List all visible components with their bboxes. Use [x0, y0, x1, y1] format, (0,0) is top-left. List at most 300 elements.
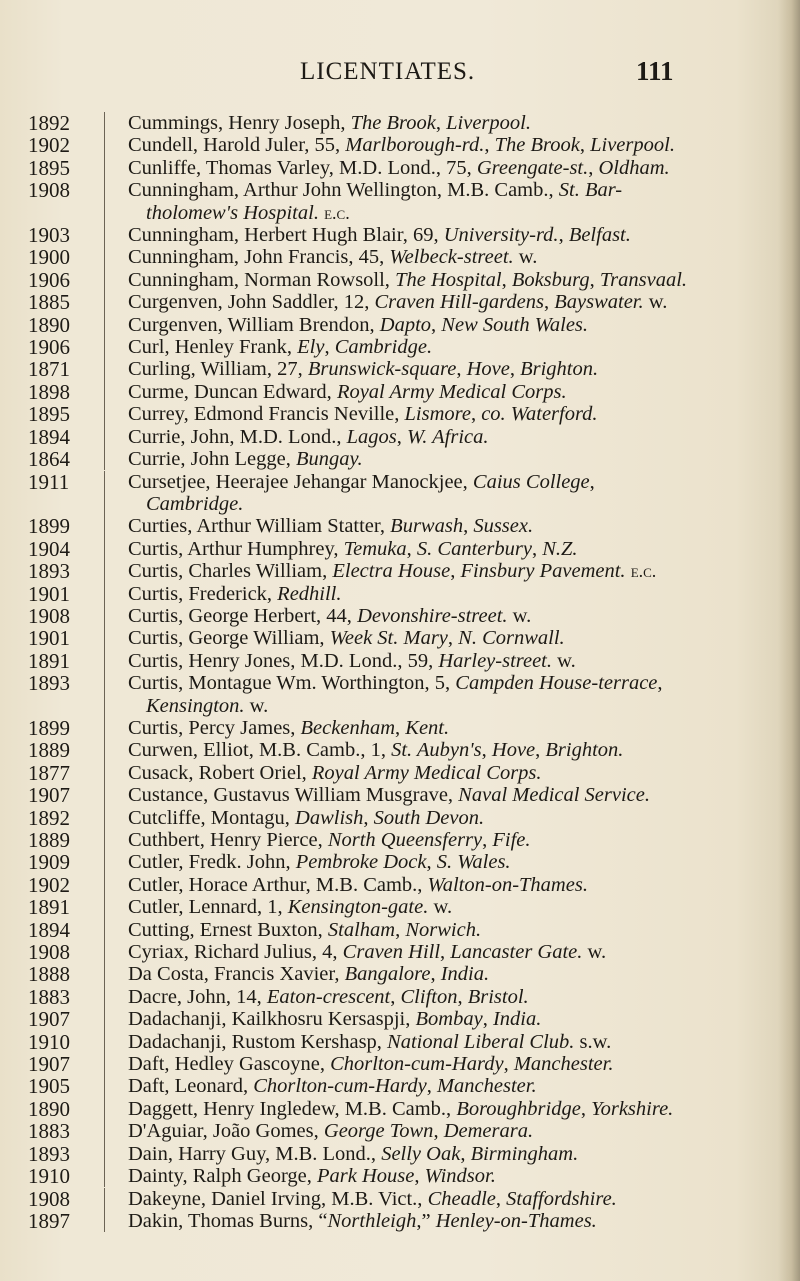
column-rule [104, 896, 105, 918]
entry-address: The Hospital [395, 268, 502, 291]
entry-text [128, 538, 768, 560]
entry-address: tholomew's Hospital. [146, 201, 319, 224]
entry-year: 1895 [28, 402, 70, 427]
list-item [0, 403, 800, 425]
list-item [0, 426, 800, 448]
entry-year: 1899 [28, 514, 70, 539]
entry-address: Week St. Mary [329, 627, 448, 650]
list-item [0, 560, 800, 582]
column-rule [104, 112, 105, 134]
list-item [0, 739, 800, 761]
entry-address: Royal Army Medical Corps. [311, 761, 542, 784]
column-rule [104, 157, 105, 179]
entry-address: Sussex. [473, 515, 534, 538]
column-rule [104, 358, 105, 380]
entry-name: s.w. [574, 1030, 612, 1053]
entry-name: w. [643, 291, 668, 314]
entry-address: Brighton. [520, 358, 599, 381]
entry-name: , [426, 1075, 437, 1098]
entry-name: Cunningham, Arthur John Wellington, M.B. Camb., [128, 179, 559, 202]
entry-year: 1890 [28, 312, 70, 337]
entry-name: , [396, 425, 408, 448]
list-item [0, 1053, 800, 1075]
entry-address: Liverpool. [590, 134, 675, 157]
entry-name: Cutler, Horace Arthur, M.B. Camb., [128, 873, 428, 896]
entry-year: 1903 [28, 223, 70, 248]
entry-name: , [430, 963, 441, 986]
column-rule [104, 381, 105, 403]
column-rule [104, 560, 105, 582]
entry-text [128, 672, 768, 717]
list-item [0, 627, 800, 649]
entry-year: 1893 [28, 1141, 70, 1166]
entry-year: 1906 [28, 335, 70, 360]
entry-text [128, 784, 768, 806]
entry-address: Clifton [400, 985, 458, 1008]
entry-year: 1871 [28, 357, 70, 382]
entry-name: , [456, 358, 467, 381]
entry-name: Curwen, Elliot, M.B. Camb., 1, [128, 739, 392, 762]
column-rule [104, 426, 105, 448]
entry-name: , [426, 851, 437, 874]
list-item [0, 941, 800, 963]
entry-name: Cunningham, Norman Rowsoll, [128, 268, 396, 291]
entry-year: 1883 [28, 1119, 70, 1144]
entry-name: Dadachanji, Kailkhosru Kersaspji, [128, 1008, 416, 1031]
page-header [0, 52, 800, 92]
column-rule [104, 650, 105, 672]
entry-address: Electra House [332, 560, 451, 583]
entry-address: Fife. [492, 829, 531, 851]
entry-text [128, 739, 768, 761]
entry-name: , [440, 941, 451, 964]
list-item [0, 1210, 800, 1232]
list-item [0, 896, 800, 918]
entry-name: Curtis, Percy James, [128, 716, 301, 739]
entry-address: N.Z. [542, 537, 578, 560]
list-item [0, 224, 800, 246]
list-item [0, 1143, 800, 1165]
entry-address: Hove [491, 739, 536, 762]
entry-name: , [535, 739, 546, 762]
entry-name: w. [428, 896, 453, 919]
entry-address: Boksburg [511, 268, 590, 291]
column-rule [104, 807, 105, 829]
entry-name: Curtis, Montague Wm. Worthington, 5, [128, 672, 456, 695]
entry-year: 1893 [28, 671, 70, 696]
entry-text [128, 1188, 768, 1210]
entry-address: Burwash [390, 515, 464, 538]
column-rule [104, 471, 105, 516]
entry-name: Dadachanji, Rustom Kershasp, [128, 1030, 388, 1053]
entry-text [128, 1053, 768, 1075]
list-item [0, 784, 800, 806]
entry-name: Dainty, Ralph George, [128, 1165, 318, 1188]
entry-name: , [363, 806, 374, 829]
column-rule [104, 762, 105, 784]
entry-text [128, 560, 768, 582]
entry-name: Currie, John Legge, [128, 448, 296, 471]
column-rule [104, 1008, 105, 1030]
entry-year: 1898 [28, 379, 70, 404]
entry-name: Currey, Edmond Francis Neville, [128, 403, 405, 426]
entry-address: Bangalore [344, 963, 431, 986]
postal-district: e.c. [630, 561, 657, 582]
entry-name: , [509, 358, 521, 381]
column-rule [104, 448, 105, 470]
entry-address: Oldham. [598, 156, 670, 179]
entry-address: Dawlish [295, 806, 364, 829]
entry-text [128, 269, 768, 291]
list-item [0, 471, 800, 516]
entry-name: Curling, William, 27, [128, 358, 308, 381]
list-item [0, 762, 800, 784]
entry-address: Birmingham. [470, 1142, 579, 1165]
entry-address: Temuka [343, 537, 407, 560]
column-rule [104, 627, 105, 649]
entry-address: Chorlton-cum-Hardy [253, 1075, 427, 1098]
entry-continuation [128, 695, 768, 717]
entry-year: 1899 [28, 715, 70, 740]
column-rule [104, 179, 105, 224]
entry-name: , [501, 268, 512, 291]
list-item [0, 336, 800, 358]
list-item [0, 807, 800, 829]
entry-text [128, 179, 768, 224]
column-rule [104, 672, 105, 717]
entry-name: , [470, 403, 482, 426]
entry-text [128, 224, 768, 246]
entry-name: Cutting, Ernest Buxton, [128, 918, 328, 941]
entry-text [128, 314, 768, 336]
entry-address: Brighton. [545, 739, 624, 762]
entry-name: Curtis, Henry Jones, M.D. Lond., 59, [128, 649, 439, 672]
entry-address: Bungay. [295, 448, 363, 471]
entry-address: W. Africa. [407, 425, 489, 448]
entry-name: , [431, 313, 442, 336]
entry-address: Demerara. [443, 1120, 534, 1143]
column-rule [104, 291, 105, 313]
entry-year: 1909 [28, 850, 70, 875]
entry-year: 1889 [28, 738, 70, 763]
entry-address: co. Waterford. [481, 403, 598, 426]
entry-name: , [481, 739, 492, 762]
list-item [0, 1008, 800, 1030]
list-item [0, 448, 800, 470]
list-item [0, 314, 800, 336]
entry-continuation [128, 493, 768, 515]
entry-text [128, 627, 768, 649]
entry-year: 1910 [28, 1164, 70, 1189]
entry-name: , [588, 156, 599, 179]
column-rule [104, 1031, 105, 1053]
entry-year: 1911 [28, 469, 70, 494]
entry-name: Curtis, Frederick, [128, 582, 278, 605]
entry-address: Transvaal. [599, 268, 688, 291]
entry-address: Dapto [379, 313, 432, 336]
list-item [0, 650, 800, 672]
entry-address: Bayswater. [554, 291, 644, 314]
column-rule [104, 1165, 105, 1187]
entry-name: , [406, 537, 417, 560]
entry-year: 1908 [28, 178, 70, 203]
entry-name: , [484, 134, 495, 157]
entry-year: 1905 [28, 1074, 70, 1099]
entry-address: Redhill. [277, 582, 342, 605]
column-rule [104, 851, 105, 873]
entry-address: Cambridge. [334, 336, 433, 359]
entry-name: Currie, John, M.D. Lond., [128, 425, 347, 448]
entry-year: 1908 [28, 603, 70, 628]
entry-text [128, 1098, 768, 1120]
list-item [0, 1165, 800, 1187]
entry-name: Daft, Hedley Gascoyne, [128, 1053, 331, 1076]
entry-text [128, 471, 768, 516]
entry-text [128, 1143, 768, 1165]
entry-text [128, 1210, 768, 1232]
entry-text [128, 291, 768, 313]
entry-address: Walton-on-Thames. [427, 873, 588, 896]
entry-name: Cursetjee, Heerajee Jehangar Manockjee, [128, 470, 473, 493]
entry-year: 1902 [28, 872, 70, 897]
entry-address: Kensington. [146, 694, 245, 717]
entry-name: , [482, 1008, 493, 1031]
list-item [0, 1120, 800, 1142]
entry-address: Lagos [346, 425, 397, 448]
entry-name: , [457, 985, 468, 1008]
entry-address: S. Wales. [436, 851, 511, 874]
entry-text [128, 896, 768, 918]
entry-address: Harley-street. [438, 649, 553, 672]
entry-year: 1893 [28, 559, 70, 584]
entry-address: New South Wales. [441, 313, 589, 336]
list-item [0, 538, 800, 560]
entry-address: Northleigh [327, 1209, 417, 1232]
entry-year: 1895 [28, 155, 70, 180]
entry-address: Craven Hill-gardens [374, 291, 544, 314]
entry-name: Curtis, George William, [128, 627, 330, 650]
column-rule [104, 1188, 105, 1210]
entry-address: Manchester. [513, 1053, 614, 1076]
entry-text [128, 1031, 768, 1053]
entry-text [128, 829, 768, 851]
entry-address: Lismore [404, 403, 471, 426]
column-rule [104, 963, 105, 985]
entry-address: Brunswick-square [307, 358, 457, 381]
list-item [0, 381, 800, 403]
entry-name: , [414, 1165, 425, 1188]
entry-address: George Town [323, 1120, 434, 1143]
entry-text [128, 1165, 768, 1187]
entry-name: Curme, Duncan Edward, [128, 380, 337, 403]
entry-address: St. Bar- [558, 179, 623, 202]
entry-text [128, 963, 768, 985]
entry-address: Kensington-gate. [287, 896, 429, 919]
entry-text [128, 426, 768, 448]
column-rule [104, 784, 105, 806]
entry-text [128, 717, 768, 739]
entry-name: Dakeyne, Daniel Irving, M.B. Vict., [128, 1187, 428, 1210]
entry-text [128, 807, 768, 829]
column-rule [104, 605, 105, 627]
entry-address: N. Cornwall. [458, 627, 565, 650]
entry-text [128, 403, 768, 425]
entry-name: , [495, 1187, 507, 1210]
entry-text [128, 986, 768, 1008]
entry-address: India. [492, 1008, 542, 1031]
entry-name: Cunningham, John Francis, 45, [128, 246, 390, 269]
entry-name: , [324, 336, 335, 359]
entry-address: Beckenham [300, 716, 396, 739]
entry-year: 1910 [28, 1029, 70, 1054]
column-rule [104, 583, 105, 605]
entry-address: North Queensferry [327, 829, 483, 851]
entry-name: Daggett, Henry Ingledew, M.B. Camb., [128, 1097, 457, 1120]
entry-address: Park House [317, 1165, 415, 1188]
entry-name: Curtis, George Herbert, 44, [128, 604, 358, 627]
list-item [0, 672, 800, 717]
entry-year: 1908 [28, 1186, 70, 1211]
page-number: 111 [636, 56, 674, 86]
entry-address: South Devon. [373, 806, 485, 829]
entry-address: S. Canterbury [416, 537, 532, 560]
column-rule [104, 246, 105, 268]
column-rule [104, 739, 105, 761]
entry-text [128, 1008, 768, 1030]
entry-address: National Liberal Club. [387, 1030, 575, 1053]
entry-name: , [657, 672, 663, 695]
entry-name: , [482, 829, 493, 851]
entry-address: Greengate-st. [476, 156, 589, 179]
list-item [0, 851, 800, 873]
list-item [0, 919, 800, 941]
entry-year: 1891 [28, 895, 70, 920]
entry-name: , [395, 716, 406, 739]
entry-continuation [128, 202, 768, 224]
entry-name: , [450, 560, 461, 583]
entry-year: 1901 [28, 626, 70, 651]
entry-name: Dakin, Thomas Burns, “ [128, 1209, 328, 1232]
entry-name: Cunningham, Herbert Hugh Blair, 69, [128, 224, 444, 247]
entry-name: Cutcliffe, Montagu, [128, 806, 296, 829]
entry-address: India. [440, 963, 490, 986]
postal-district: e.c. [324, 202, 350, 223]
entry-address: Chorlton-cum-Hardy [330, 1053, 504, 1076]
entry-name: Cutler, Fredk. John, [128, 851, 296, 874]
entry-address: Lancaster Gate. [450, 941, 583, 964]
entry-name: Cundell, Harold Juler, 55, [128, 134, 346, 157]
entry-text [128, 851, 768, 873]
column-rule [104, 986, 105, 1008]
entry-name: Cuthbert, Henry Pierce, [128, 829, 328, 851]
entry-year: 1900 [28, 245, 70, 270]
list-item [0, 717, 800, 739]
entry-name: , [589, 268, 600, 291]
entry-year: 1902 [28, 133, 70, 158]
column-rule [104, 336, 105, 358]
entry-address: Caius College [472, 470, 590, 493]
column-rule [104, 134, 105, 156]
entry-address: Royal Army Medical Corps. [336, 380, 567, 403]
list-item [0, 291, 800, 313]
entry-text [128, 762, 768, 784]
column-rule [104, 829, 105, 851]
column-rule [104, 1053, 105, 1075]
entry-address: Cheadle [427, 1187, 496, 1210]
entry-address: Staffordshire. [506, 1187, 617, 1210]
entry-name: Cunliffe, Thomas Varley, M.D. Lond., 75, [128, 156, 477, 179]
entry-address: Bombay [415, 1008, 483, 1031]
column-rule [104, 1075, 105, 1097]
entry-name: , [460, 1142, 471, 1165]
entry-address: The Brook [350, 112, 436, 134]
entry-address: Norwich. [405, 918, 482, 941]
column-rule [104, 224, 105, 246]
entry-text [128, 134, 768, 156]
entry-name: Daft, Leonard, [128, 1075, 254, 1098]
entry-name: w. [244, 694, 269, 717]
entry-name: Cummings, Henry Joseph, [128, 112, 351, 134]
entry-address: Manchester. [436, 1075, 537, 1098]
entry-address: Kent. [405, 716, 450, 739]
entry-address: Campden House-terrace [455, 672, 658, 695]
entry-address: Windsor. [424, 1165, 496, 1188]
list-item [0, 157, 800, 179]
column-rule [104, 1210, 105, 1232]
entry-name: , [390, 985, 401, 1008]
entry-address: Bristol. [467, 985, 529, 1008]
entry-address: Eaton-crescent [266, 985, 391, 1008]
entry-name: Curgenven, William Brendon, [128, 313, 380, 336]
list-item [0, 179, 800, 224]
entry-name: Cyriax, Richard Julius, 4, [128, 941, 343, 964]
entry-text [128, 358, 768, 380]
entry-name: D'Aguiar, João Gomes, [128, 1120, 324, 1143]
list-item [0, 874, 800, 896]
list-item [0, 269, 800, 291]
column-rule [104, 403, 105, 425]
entry-name: w. [513, 246, 538, 269]
list-item [0, 583, 800, 605]
entry-year: 1907 [28, 783, 70, 808]
entry-address: Hove [466, 358, 510, 381]
entry-name: Dain, Harry Guy, M.B. Lond., [128, 1142, 382, 1165]
entry-address: Welbeck-street. [389, 246, 514, 269]
entry-name: , [395, 918, 406, 941]
entry-year: 1883 [28, 984, 70, 1009]
entry-address: Belfast. [568, 224, 631, 247]
column-rule [104, 941, 105, 963]
entry-address: Finsbury Pavement. [460, 560, 626, 583]
column-rule [104, 269, 105, 291]
entry-year: 1891 [28, 648, 70, 673]
list-item [0, 515, 800, 537]
entry-address: Liverpool. [446, 112, 531, 134]
entry-address: Yorkshire. [591, 1097, 674, 1120]
entry-name: , [433, 1120, 444, 1143]
entry-name: , [543, 291, 555, 314]
entry-year: 1904 [28, 536, 70, 561]
entry-name: Cusack, Robert Oriel, [128, 761, 312, 784]
list-item [0, 963, 800, 985]
entry-name: Curtis, Arthur Humphrey, [128, 537, 344, 560]
entry-address: Devonshire-street. [357, 604, 508, 627]
entry-year: 1864 [28, 447, 70, 472]
entry-name: w. [507, 604, 532, 627]
entry-name: Da Costa, Francis Xavier, [128, 963, 345, 986]
entry-name: , [580, 1097, 592, 1120]
entry-text [128, 650, 768, 672]
